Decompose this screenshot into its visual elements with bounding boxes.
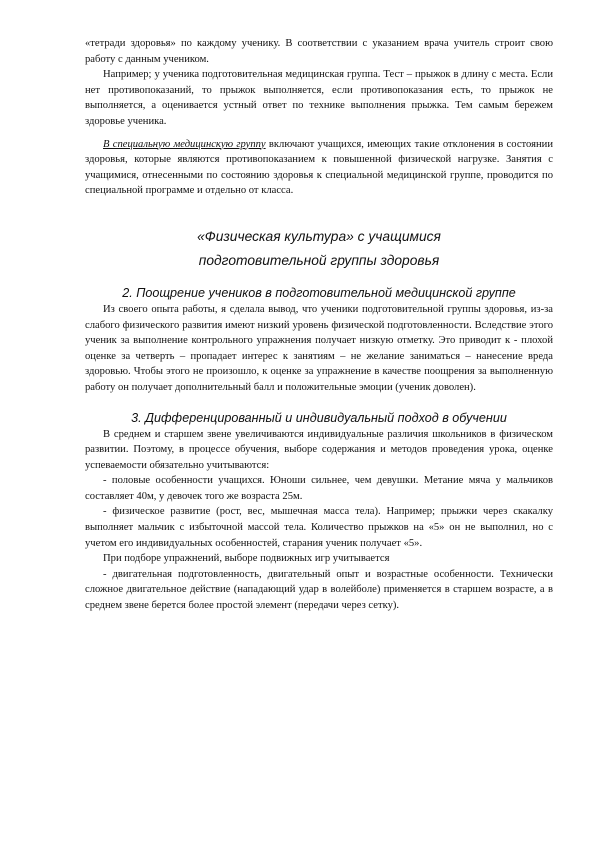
section-2-paragraph: Из своего опыта работы, я сделала вывод, что ученики подготовительной группы здоровья, из-за слабого физического развития имеют низкий уровень физической подготовленности. Вследствие этого ученик за выполнение контрольного упражнения получает низкую отметку. Это приводит к - плохой оценке за четверть – пропадает интерес к занятиям – не желание заниматься – нанесение вреда здоровью. Чтобы этого не произошло, к оценке за упражнение в качестве поощрения за выполненную работу он получает дополнительный балл и положительные эмоции (ученик доволен). xyxy=(85,303,553,393)
special-group-lead: В специальную медицинскую группу xyxy=(103,138,266,150)
section-3-heading: 3. Дифференцированный и индивидуальный подход в обучении xyxy=(131,410,507,425)
document-page xyxy=(85,36,553,614)
section-3-intro: В среднем и старшем звене увеличиваются индивидуальные различия школьников в физическом развитии. Поэтому, в процессе обучения, выборе содержания и методов проведения урока, оценке успеваемости обязательно учитываются: xyxy=(85,428,553,471)
title-line-1: «Физическая культура» с учащимися xyxy=(197,228,441,244)
paragraph-example-jump-test: Например; у ученика подготовительная медицинская группа. Тест – прыжок в длину с места. Если нет противопоказаний, то прыжок выполняется, если противопоказания есть, то прыжок не выполняется, а оценивается устный ответ по технике выполнения прыжка. Тем самым бережем здоровье ученика. xyxy=(85,69,553,127)
section-3-gender-differences: - половые особенности учащихся. Юноши сильнее, чем девушки. Метание мяча у мальчиков составляет 40м, у девочек того же возраста 25м. xyxy=(85,475,553,502)
spacer xyxy=(85,130,553,137)
section-3-physical-development: - физическое развитие (рост, вес, мышечная масса тела). Например; прыжки через скакалку выполняет мальчик с избыточной массой тела. Количество прыжков на «5» он не выполнил, но с учетом его индивидуальных особенностей, старания ученик получает «5». xyxy=(85,506,553,549)
section-2-heading: 2. Поощрение учеников в подготовительной медицинской группе xyxy=(122,285,516,300)
spacer xyxy=(85,199,553,227)
title-line-2: подготовительной группы здоровья xyxy=(198,252,440,268)
spacer xyxy=(85,271,553,284)
spacer xyxy=(85,396,553,409)
paragraph-special-group xyxy=(85,137,553,199)
section-3-motor-readiness: - двигательная подготовленность, двигательный опыт и возрастные особенности. Технически сложное двигательное действие (нападающий удар в волейболе) применяется в старшем возрасте, а в среднем звене берется более простой элемент (передачи через сетку). xyxy=(85,568,553,612)
special-group-text: включают учащихся, имеющих такие отклонения в состоянии здоровья, которые являются противопоказанием к повышенной физической нагрузке. Занятия с учащимися, отнесенными по состоянию здоровья к специальной медицинской группе, проводится по специальной программе и отдельно от класса. xyxy=(85,138,553,197)
section-3-exercise-selection: При подборе упражнений, выборе подвижных игр учитывается xyxy=(103,553,390,565)
paragraph-health-notebook: «тетради здоровья» по каждому ученику. В соответствии с указанием врача учитель строит свою работу с данным учеником. xyxy=(85,38,553,65)
